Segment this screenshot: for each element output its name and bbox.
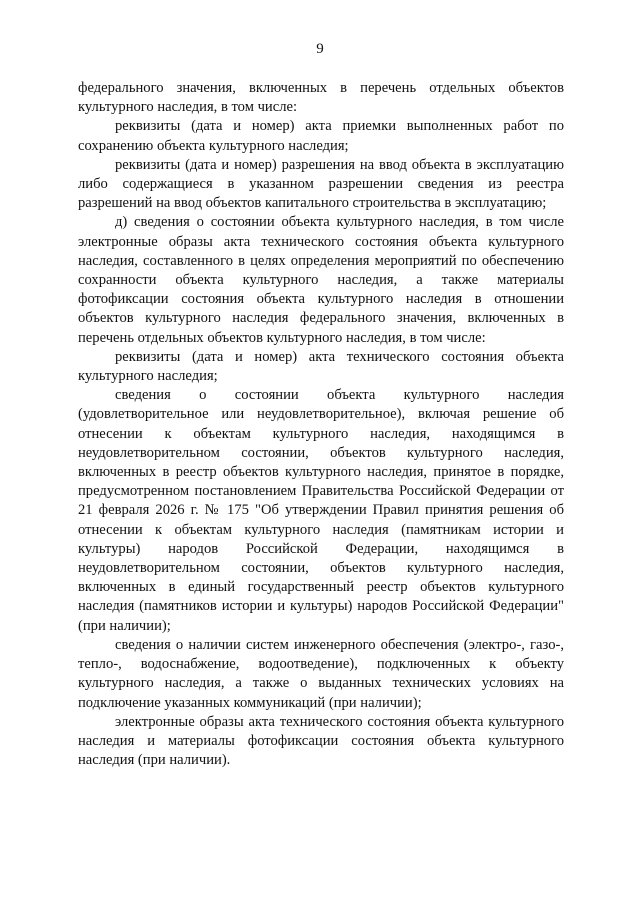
- document-body: [78, 79, 564, 770]
- paragraph-7: сведения о наличии систем инженерного обеспечения (электро-, газо-, тепло-, водоснабжение, водоотведение), подключенных к объекту культурного наследия, а также о выданных технических условиях на подключение указанных коммуникаций (при наличии);: [78, 636, 564, 711]
- paragraph-8: электронные образы акта технического состояния объекта культурного наследия и материалы фотофиксации состояния объекта культурного наследия (при наличии).: [78, 713, 564, 769]
- paragraph-1: федерального значения, включенных в перечень отдельных объектов культурного наследия, в том числе:: [78, 80, 564, 116]
- paragraph-2: реквизиты (дата и номер) акта приемки выполненных работ по сохранению объекта культурного наследия;: [78, 118, 564, 154]
- paragraph-4: д) сведения о состоянии объекта культурного наследия, в том числе электронные образы акта технического состояния объекта культурного наследия, составленного в целях определения мероприятий по обеспечению сохранности объекта культурного наследия, а также материалы фотофиксации состояния объекта культурного наследия в отношении объектов культурного наследия федерального значения, включенных в перечень отдельных объектов культурного наследия, в том числе:: [78, 214, 564, 346]
- paragraph-6: сведения о состоянии объекта культурного наследия (удовлетворительное или неудовлетворительное), включая решение об отнесении к объектам культурного наследия, находящимся в неудовлетворительном состоянии, объектов культурного наследия, включенных в реестр объектов культурного наследия, принятое в порядке, предусмотренном постановлением Правительства Российской Федерации от 21 февраля 2026 г. № 175 "Об утверждении Правил принятия решения об отнесении к объектам культурного наследия (памятникам истории и культуры) народов Российской Федерации, находящимся в неудовлетворительном состоянии, объектов культурного наследия, включенных в единый государственный реестр объектов культурного наследия (памятников истории и культуры) народов Российской Федерации" (при наличии);: [78, 387, 564, 634]
- page-number: 9: [316, 41, 324, 57]
- paragraph-5: реквизиты (дата и номер) акта технического состояния объекта культурного наследия;: [78, 348, 564, 385]
- paragraph-3: реквизиты (дата и номер) разрешения на ввод объекта в эксплуатацию либо содержащиеся в указанном разрешении сведения из реестра разрешений на ввод объектов капитального строительства в эксплуатацию;: [78, 156, 564, 212]
